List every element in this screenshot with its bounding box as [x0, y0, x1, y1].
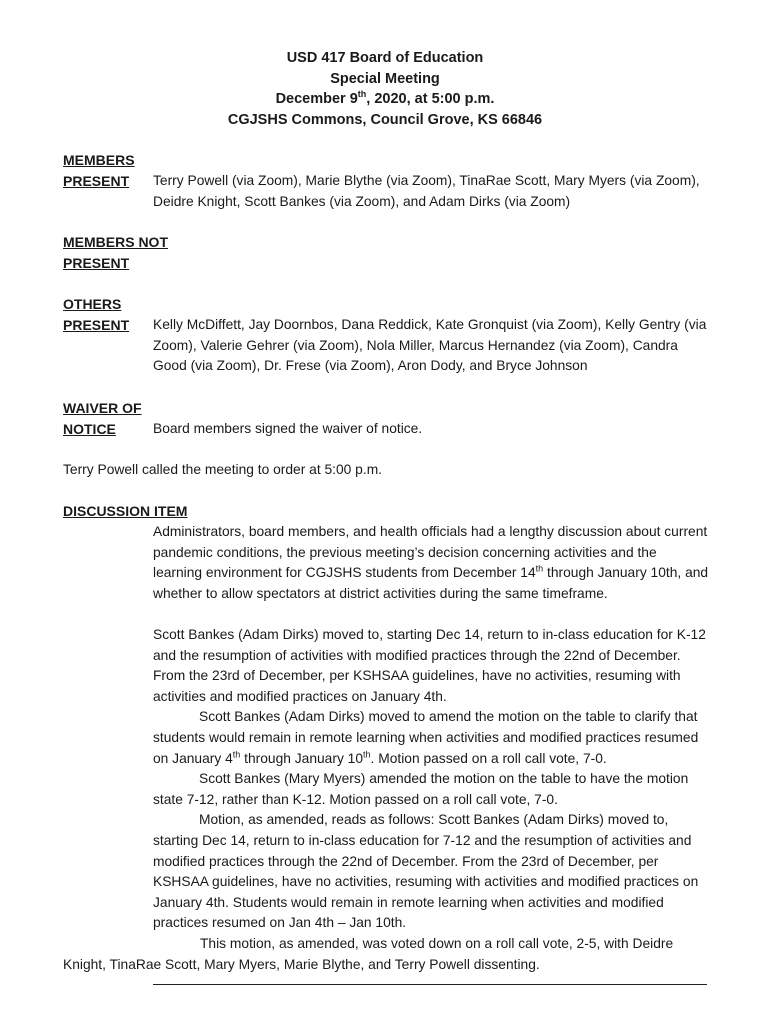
meeting-type: Special Meeting — [330, 70, 440, 87]
discussion-label: DISCUSSION ITEM — [63, 503, 188, 519]
meeting-location: CGJSHS Commons, Council Grove, KS 66846 — [227, 111, 543, 128]
members-present-text: Terry Powell (via Zoom), Marie Blythe (via Zoom), TinaRae Scott, Mary Myers (via Zoom), Deidre Knight, Scott Bankes (via Zoom), and Adam Dirks (via Zoom) — [153, 173, 700, 209]
waiver-text: Board members signed the waiver of notice. — [153, 421, 423, 436]
call-to-order: Terry Powell called the meeting to order at 5:00 p.m. — [63, 462, 383, 477]
amended-motion-paragraph: Motion, as amended, reads as follows: Scott Bankes (Adam Dirks) moved to, starting Dec 14, return to in-class education for 7-12 and the resumption of activities and modified practices through the 22nd of December. From the 23rd of December, per KSHSAA guidelines, have no activities, resuming with activities and modified practices on January 4th. Students would remain in remote learning when activities and modified practices resumed on Jan 4th – Jan 10th. — [153, 812, 699, 931]
others-present-text: Kelly McDiffett, Jay Doornbos, Dana Reddick, Kate Gronquist (via Zoom), Kelly Gentry (via Zoom), Valerie Gehrer (via Zoom), Nola Miller, Marcus Hernandez (via Zoom), Candra Good (via Zoom), Dr. Frese (via Zoom), Aron Dody, and Bryce Johnson — [153, 317, 707, 374]
amendment-paragraph-2: Scott Bankes (Mary Myers) amended the motion on the table to have the motion state 7-12, rather than K-12. Motion passed on a roll call vote, 7-0. — [153, 771, 689, 807]
document-header — [0, 48, 770, 130]
members-not-present-label: MEMBERS NOT PRESENT — [63, 234, 168, 271]
others-present-label: OTHERS PRESENT — [63, 296, 130, 333]
horizontal-divider — [153, 984, 707, 985]
meeting-date: December 9th, 2020, at 5:00 p.m. — [275, 89, 495, 108]
board-title: USD 417 Board of Education — [286, 50, 484, 66]
members-present-label: MEMBERS PRESENT — [63, 152, 135, 189]
discussion-body — [153, 522, 709, 934]
vote-result-paragraph: This motion, as amended, was voted down on a roll call vote, 2-5, with Deidre Knight, TinaRae Scott, Mary Myers, Marie Blythe, and Terry Powell dissenting. — [63, 936, 674, 972]
waiver-label: WAIVER OF NOTICE — [63, 400, 142, 437]
discussion-paragraph: Administrators, board members, and health officials had a lengthy discussion about current pandemic conditions, the previous meeting’s decision concerning activities and the learning environment for CGJSHS students from December 14th through January 10th, and whether to allow spectators at district activities during the same timeframe. — [153, 524, 709, 601]
motion-paragraph: Scott Bankes (Adam Dirks) moved to, starting Dec 14, return to in-class education for K-12 and the resumption of activities with modified practices through the 22nd of December. From the 23rd of December, per KSHSAA guidelines, have no activities, resuming with activities and modified practices on January 4th. — [153, 626, 706, 704]
amendment-paragraph: Scott Bankes (Adam Dirks) moved to amend the motion on the table to clarify that students would remain in remote learning when activities and modified practices resumed on January 4th through January 10th. Motion passed on a roll call vote, 7-0. — [153, 709, 699, 766]
